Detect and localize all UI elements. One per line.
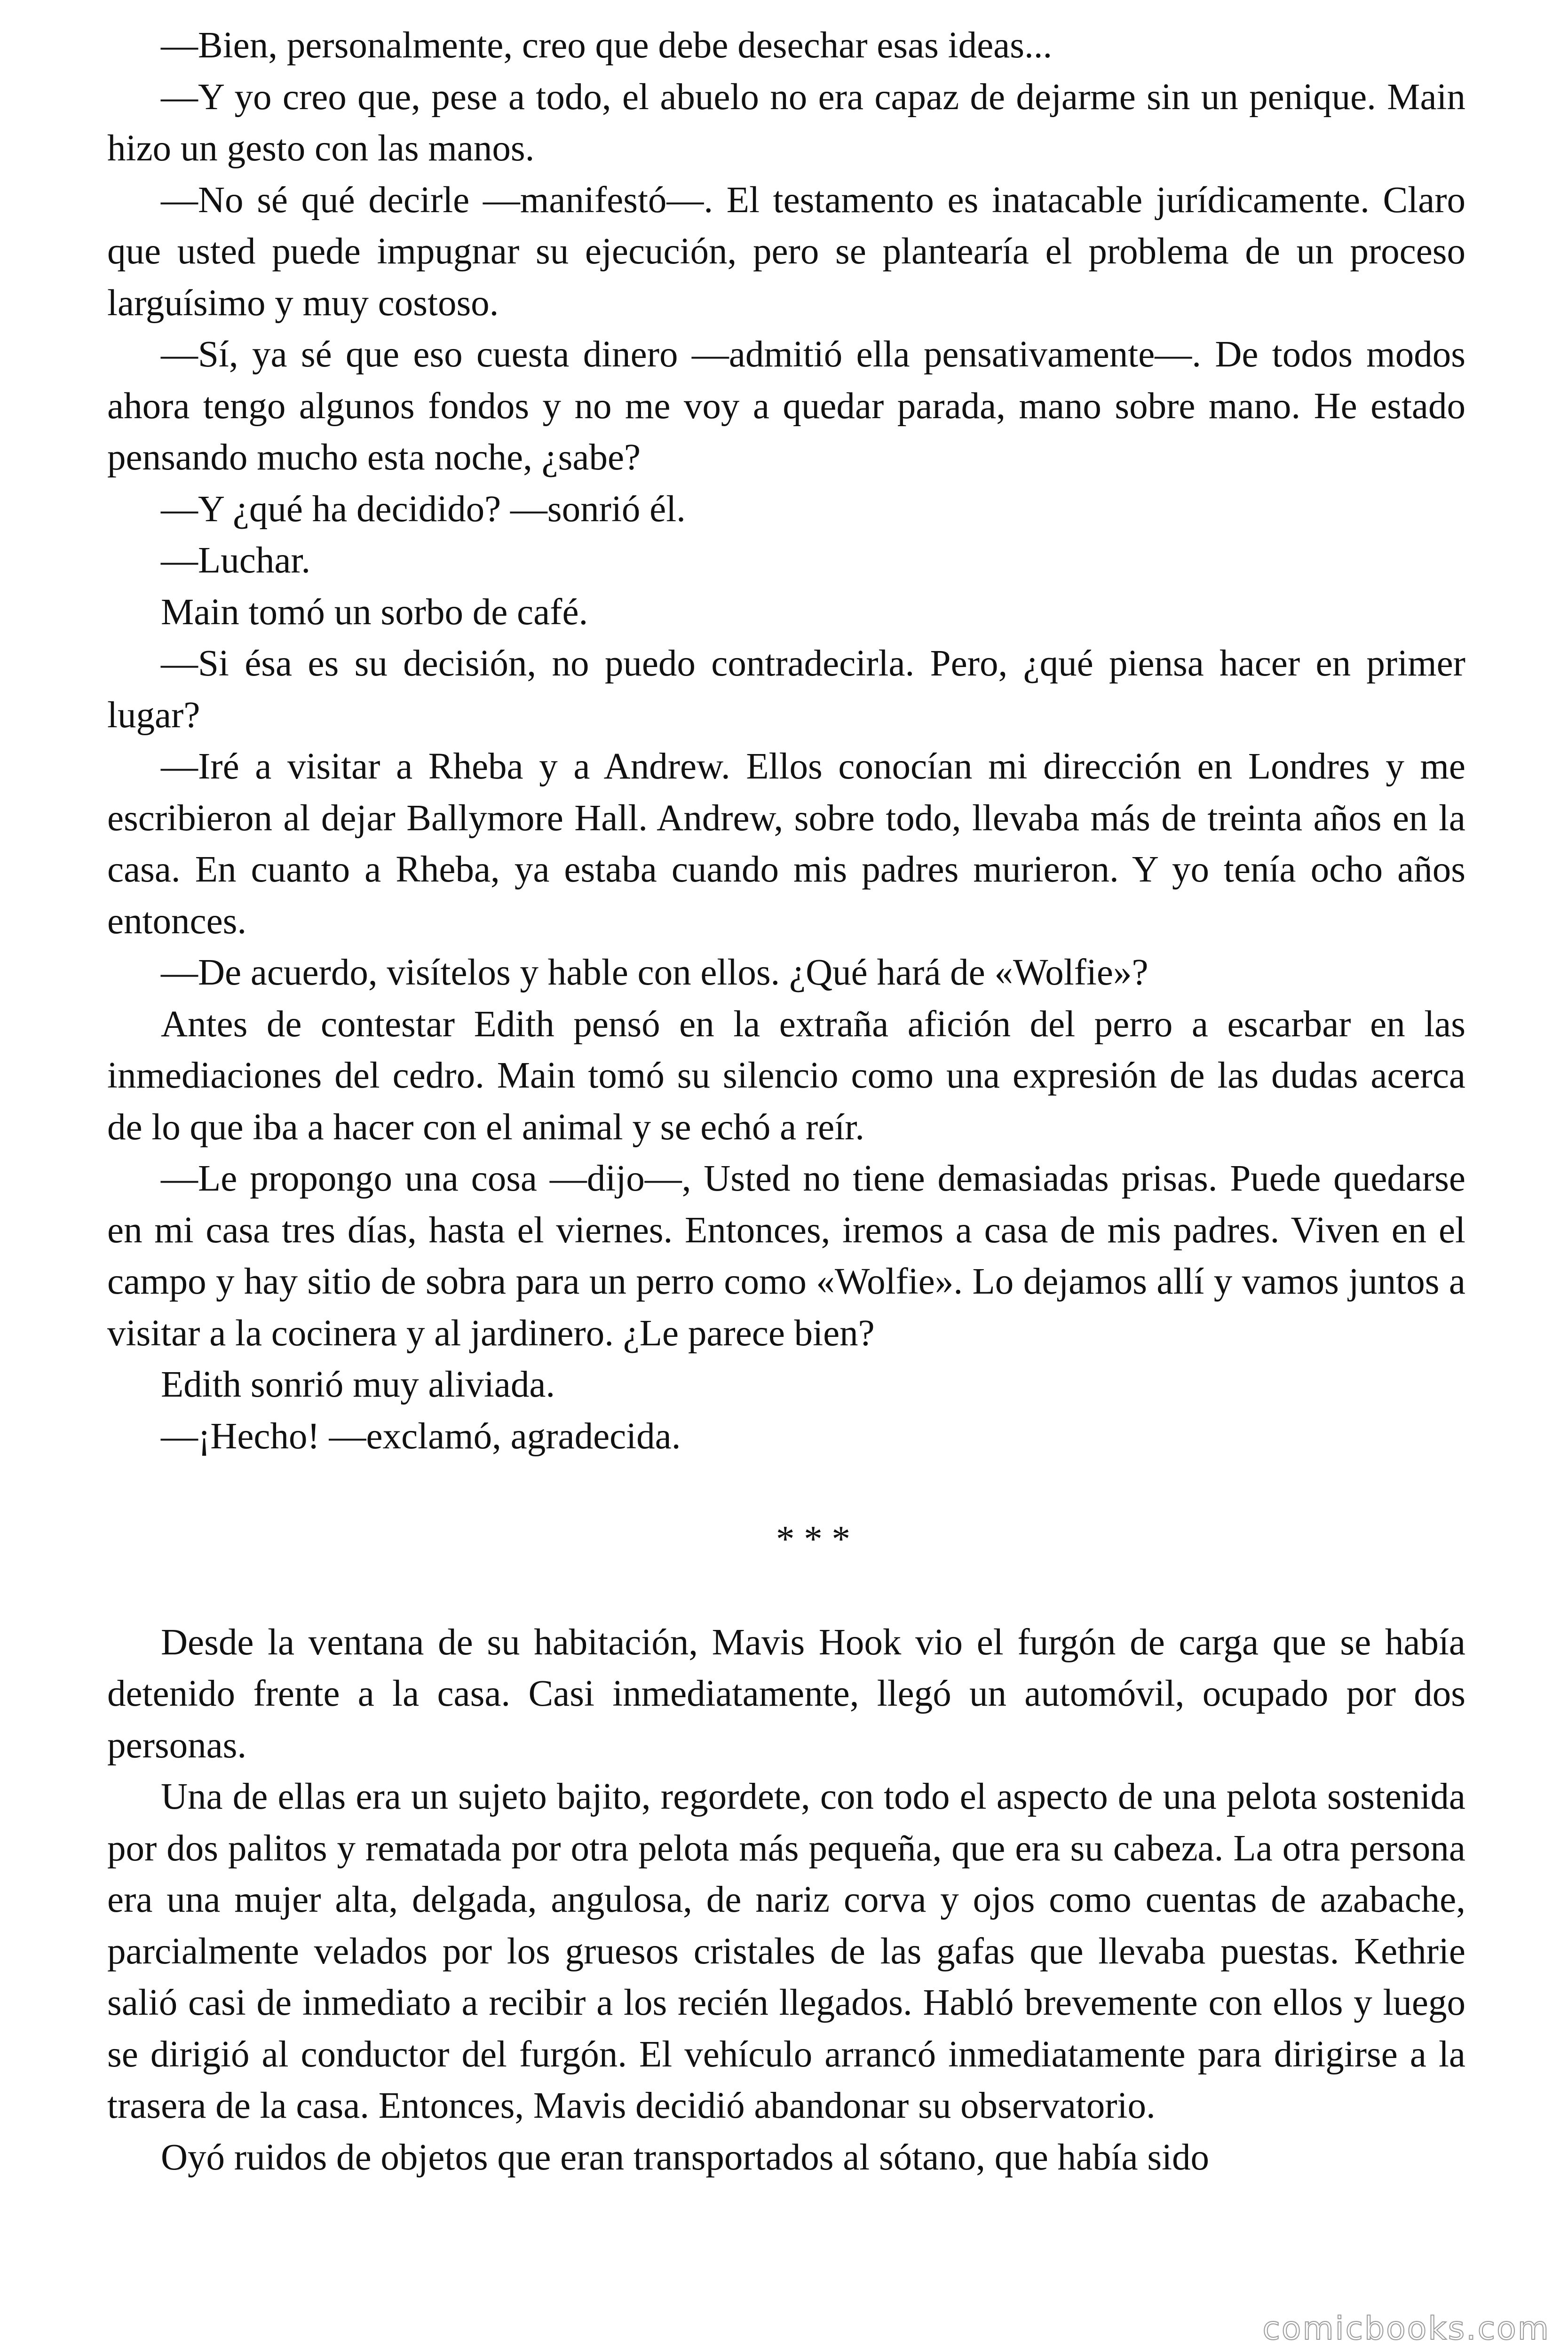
watermark-logo: comicbooks.com (1262, 2310, 1550, 2347)
paragraph: Desde la ventana de su habitación, Mavis Hook vio el furgón de carga que se había detenido frente a la casa. Casi inmediatamente, llegó un automóvil, ocupado por dos personas. (107, 1621, 1465, 1766)
paragraph: —Bien, personalmente, creo que debe desechar esas ideas... (161, 25, 1053, 66)
paragraph: Oyó ruidos de objetos que eran transportados al sótano, que había sido (161, 2137, 1210, 2178)
paragraph: —Iré a visitar a Rheba y a Andrew. Ellos conocían mi dirección en Londres y me escribieron al dejar Ballymore Hall. Andrew, sobre todo, llevaba más de treinta años en la casa. En cuanto a Rheba, ya estaba cuando mis padres murieron. Y yo tenía ocho años entonces. (107, 746, 1465, 942)
paragraph: —Sí, ya sé que eso cuesta dinero —admitió ella pensativamente—. De todos modos ahora tengo algunos fondos y no me voy a quedar parada, mano sobre mano. He estado pensando mucho esta noche, ¿sabe? (107, 334, 1465, 478)
paragraph: Una de ellas era un sujeto bajito, regordete, con todo el aspecto de una pelota sostenida por dos palitos y rematada por otra pelota más pequeña, que era su cabeza. La otra persona era una mujer alta, delgada, angulosa, de nariz corva y ojos como cuentas de azabache, parcialmente velados por los gruesos cristales de las gafas que llevaba puestas. Kethrie salió casi de inmediato a recibir a los recién llegados. Habló brevemente con ellos y luego se dirigió al conductor del furgón. El vehículo arrancó inmediatamente para dirigirse a la trasera de la casa. Entonces, Mavis decidió abandonar su observatorio. (107, 1776, 1465, 2126)
paragraph: —Y yo creo que, pese a todo, el abuelo no era capaz de dejarme sin un penique. Main hizo un gesto con las manos. (107, 76, 1465, 169)
paragraph: —Y ¿qué ha decidido? —sonrió él. (161, 488, 686, 530)
paragraph: —De acuerdo, visítelos y hable con ellos. ¿Qué hará de «Wolfie»? (161, 952, 1148, 993)
paragraph: Edith sonrió muy aliviada. (161, 1364, 555, 1405)
paragraph: —¡Hecho! —exclamó, agradecida. (161, 1415, 681, 1457)
paragraph: —Le propongo una cosa —dijo—, Usted no tiene demasiadas prisas. Puede quedarse en mi casa tres días, hasta el viernes. Entonces, iremos a casa de mis padres. Viven en el campo y hay sitio de sobra para un perro como «Wolfie». Lo dejamos allí y vamos juntos a visitar a la cocinera y al jardinero. ¿Le parece bien? (107, 1158, 1465, 1354)
book-page (107, 20, 1465, 2183)
paragraph: —Luchar. (161, 540, 311, 581)
paragraph: Main tomó un sorbo de café. (161, 591, 588, 633)
paragraph: —Si ésa es su decisión, no puedo contradecirla. Pero, ¿qué piensa hacer en primer lugar? (107, 643, 1465, 736)
section-break: * * * (776, 1518, 850, 1560)
paragraph: Antes de contestar Edith pensó en la extraña afición del perro a escarbar en las inmediaciones del cedro. Main tomó su silencio como una expresión de las dudas acerca de lo que iba a hacer con el animal y se echó a reír. (107, 1003, 1465, 1148)
paragraph: —No sé qué decirle —manifestó—. El testamento es inatacable jurídicamente. Claro que usted puede impugnar su ejecución, pero se plantearía el problema de un proceso larguísimo y muy costoso. (107, 179, 1465, 324)
